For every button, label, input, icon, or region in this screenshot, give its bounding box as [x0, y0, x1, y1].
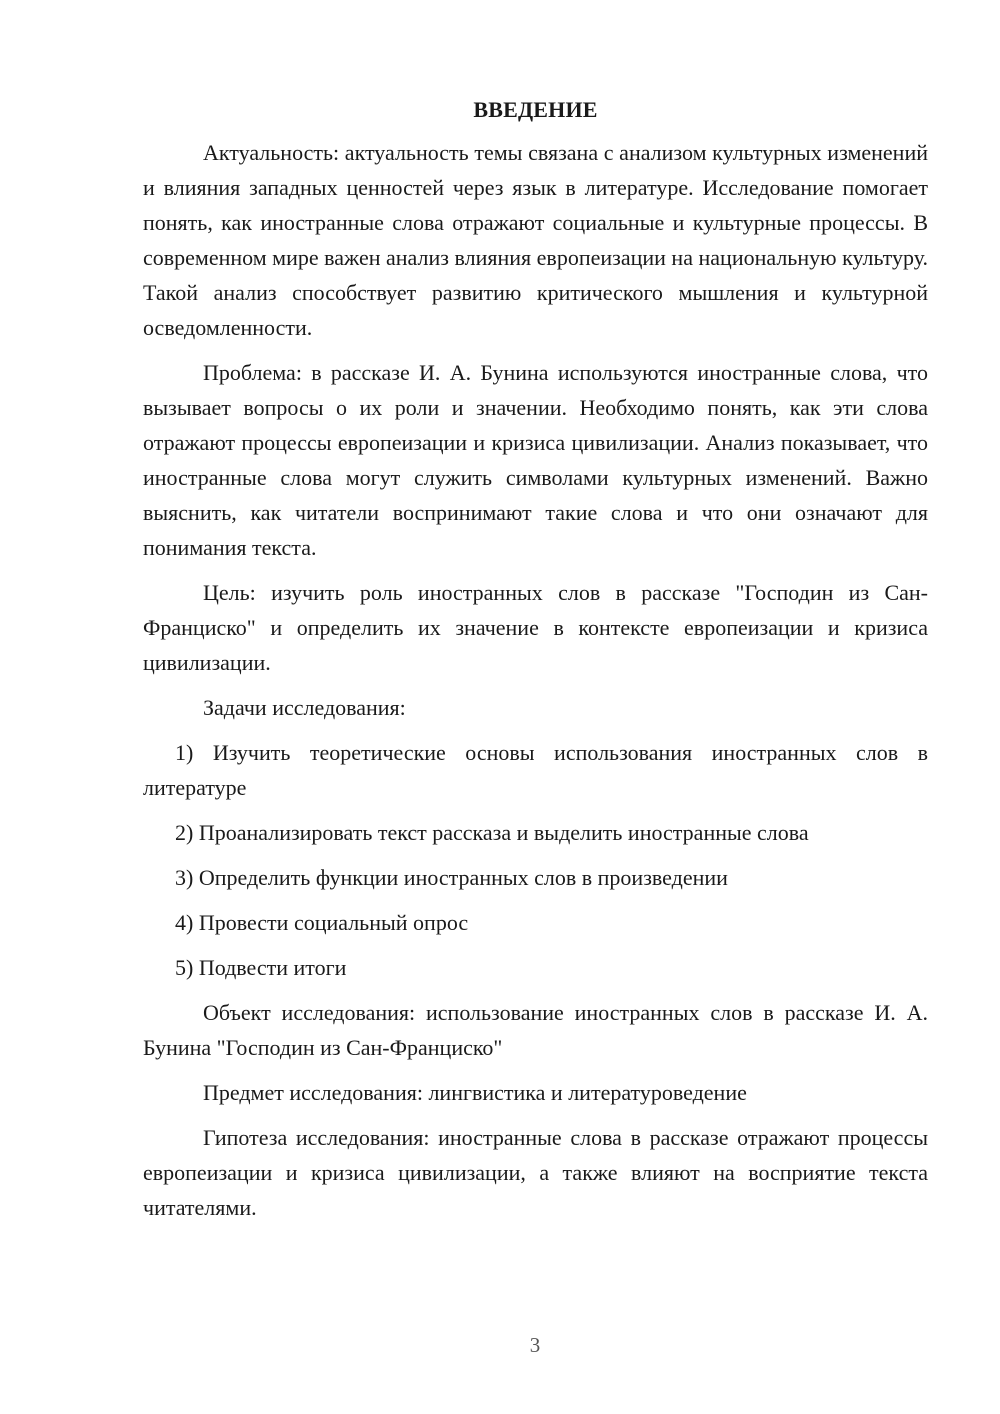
tasks-heading: Задачи исследования:: [203, 695, 406, 720]
list-item: 5) Подвести итоги: [175, 955, 347, 980]
goal-paragraph: Цель: изучить роль иностранных слов в рассказе "Господин из Сан-Франциско" и определить их значение в контексте европеизации и кризиса цивилизации.: [143, 580, 928, 675]
tasks-list: [143, 735, 928, 985]
page-title: ВВЕДЕНИЕ: [473, 97, 598, 122]
subject-paragraph: Предмет исследования: лингвистика и литературоведение: [203, 1080, 747, 1105]
page-number: 3: [529, 1333, 541, 1357]
relevance-paragraph: Актуальность: актуальность темы связана с анализом культурных изменений и влияния западных ценностей через язык в литературе. Исследование помогает понять, как иностранные слова отражают социальные и культурные процессы. В современном мире важен анализ влияния европеизации на национальную культуру. Такой анализ способствует развитию критического мышления и культурной осведомленности.: [143, 140, 928, 340]
list-item: 2) Проанализировать текст рассказа и выделить иностранные слова: [175, 820, 809, 845]
problem-paragraph: Проблема: в рассказе И. А. Бунина используются иностранные слова, что вызывает вопросы о их роли и значении. Необходимо понять, как эти слова отражают процессы европеизации и кризиса цивилизации. Анализ показывает, что иностранные слова могут служить символами культурных изменений. Важно выяснить, как читатели воспринимают такие слова и что они означают для понимания текста.: [143, 360, 928, 560]
hypothesis-paragraph: Гипотеза исследования: иностранные слова в рассказе отражают процессы европеизации и кризиса цивилизации, а также влияют на восприятие текста читателями.: [143, 1125, 928, 1220]
list-item: 4) Провести социальный опрос: [175, 910, 469, 935]
object-paragraph: Объект исследования: использование иностранных слов в рассказе И. А. Бунина "Господин из Сан-Франциско": [143, 1000, 928, 1060]
list-item: 1) Изучить теоретические основы использования иностранных слов в литературе: [143, 740, 928, 800]
document-page: [143, 95, 928, 1235]
list-item: 3) Определить функции иностранных слов в произведении: [175, 865, 728, 890]
